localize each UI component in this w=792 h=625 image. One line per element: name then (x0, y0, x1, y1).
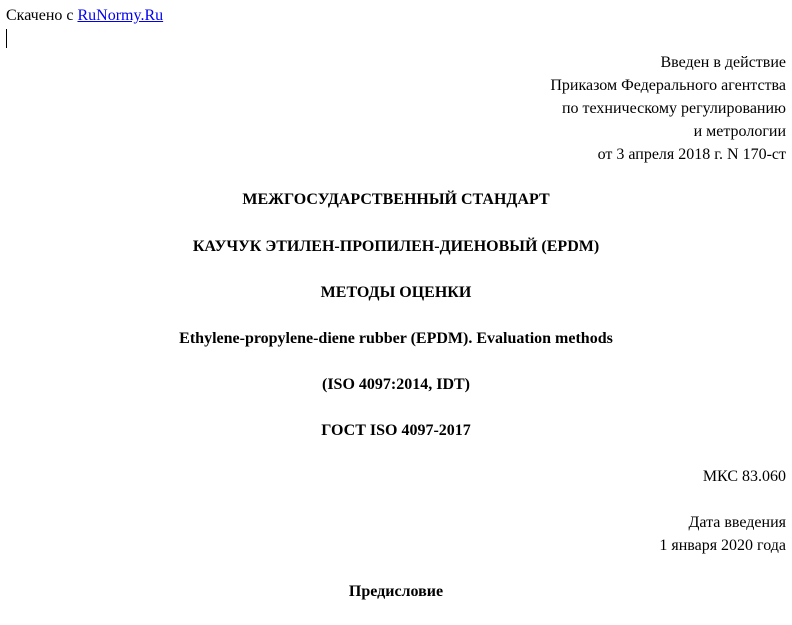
introduction-line-5: от 3 апреля 2018 г. N 170-ст (597, 146, 786, 163)
standard-type-heading: МЕЖГОСУДАРСТВЕННЫЙ СТАНДАРТ (242, 191, 550, 208)
subtitle-ru-heading: МЕТОДЫ ОЦЕНКИ (320, 284, 472, 301)
source-prefix: Скачено с (6, 7, 78, 24)
gost-number: ГОСТ ISO 4097-2017 (321, 422, 471, 439)
foreword-heading: Предисловие (348, 583, 444, 600)
introduction-line-3: по техническому регулированию (561, 100, 786, 117)
title-ru-heading: КАУЧУК ЭТИЛЕН-ПРОПИЛЕН-ДИЕНОВЫЙ (EPDM) (192, 238, 600, 255)
source-link[interactable]: RuNormy.Ru (77, 7, 164, 24)
introduction-line-1: Введен в действие (660, 54, 786, 71)
introduction-line-2: Приказом Федерального агентства (550, 77, 786, 94)
mks-code: МКС 83.060 (702, 468, 786, 485)
introduction-line-4: и метрологии (693, 123, 786, 140)
iso-reference: (ISO 4097:2014, IDT) (321, 376, 470, 393)
title-en-heading: Ethylene-propylene-diene rubber (EPDM). Evaluation methods (179, 330, 613, 347)
source-note (6, 6, 163, 25)
text-cursor (6, 29, 7, 48)
effective-date-label: Дата введения (688, 514, 786, 531)
effective-date-value: 1 января 2020 года (659, 537, 786, 554)
